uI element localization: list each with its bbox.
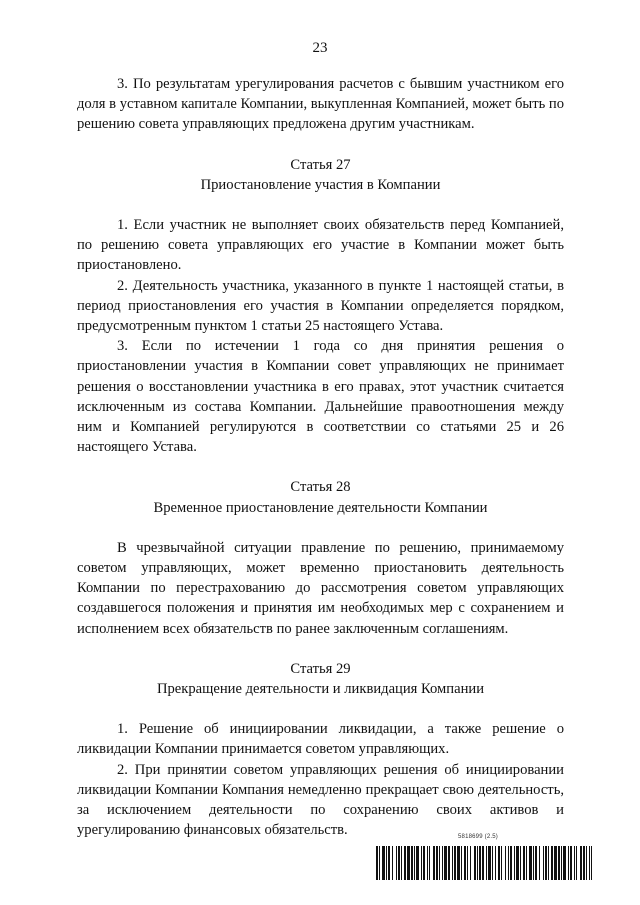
article-29-number: Статья 29 <box>290 660 351 677</box>
barcode-bar <box>411 846 413 880</box>
article-27-heading <box>77 155 564 195</box>
article-27-paragraph-2: 2. Деятельность участника, указанного в пункте 1 настоящей статьи, в период приостановления его участия в Компании определяется порядком, предусмотренным пунктом 1 статьи 25 настоящего Устава. <box>77 277 564 335</box>
barcode-bar <box>498 846 500 880</box>
barcode-bar <box>526 846 527 880</box>
page-number: 23 <box>312 40 328 56</box>
barcode-bar <box>376 846 378 880</box>
barcode-bar <box>523 846 525 880</box>
barcode-bar <box>474 846 476 880</box>
article-29-heading <box>77 659 564 699</box>
barcode-bar <box>535 846 537 880</box>
article-29-paragraph-2: 2. При принятии советом управляющих решения об инициировании ликвидации Компании Компания немедленно прекращает свою деятельность, за исключением деятельности по сохранению своих активов и урегулированию финансовых обязательств. <box>77 761 564 839</box>
barcode-bar <box>464 846 466 880</box>
barcode-bar <box>416 846 419 880</box>
barcode-bar <box>386 846 387 880</box>
barcode-bar <box>457 846 460 880</box>
barcode-bar <box>558 846 560 880</box>
barcode-bar <box>495 846 496 880</box>
barcode-caption: 5818699 (2.5) <box>458 834 498 840</box>
article-27-paragraph-1: 1. Если участник не выполняет своих обязательств перед Компанией, по решению совета управляющих его участие в Компании может быть приостановлено. <box>77 217 564 274</box>
article-29-body <box>77 719 564 840</box>
barcode-bar <box>444 846 447 880</box>
article-27-title: Приостановление участия в Компании <box>200 176 441 193</box>
barcode-bar <box>401 846 402 880</box>
barcode-bar <box>482 846 484 880</box>
barcode-bar <box>529 846 532 880</box>
barcode-bar <box>510 846 512 880</box>
barcode-bar <box>407 846 410 880</box>
article-28-body <box>77 538 564 639</box>
barcode-bar <box>514 846 515 880</box>
barcode-bar <box>404 846 406 880</box>
article-29-title: Прекращение деятельности и ликвидация Компании <box>156 681 485 698</box>
barcode-bar <box>580 846 582 880</box>
barcode-bar <box>516 846 519 880</box>
barcode-bar <box>570 846 572 880</box>
barcode-bar <box>398 846 400 880</box>
barcode-bar <box>591 846 592 880</box>
barcode-bar <box>461 846 462 880</box>
barcode-bar <box>554 846 557 880</box>
barcode-block <box>376 834 592 882</box>
barcode-bar <box>505 846 506 880</box>
document-body <box>77 74 564 841</box>
barcode-bar <box>543 846 544 880</box>
intro-paragraph: 3. По результатам урегулирования расчетов с бывшим участником его доля в уставном капитале Компании, выкупленная Компанией, может быть по решению совета управляющих предложена другим участникам. <box>77 76 564 133</box>
barcode-bar <box>423 846 425 880</box>
barcode-bar <box>392 846 393 880</box>
barcode-bar <box>548 846 549 880</box>
barcode-bar <box>421 846 422 880</box>
barcode-bar <box>589 846 590 880</box>
barcode-bar <box>545 846 547 880</box>
barcode-bar <box>533 846 534 880</box>
barcode-bar <box>467 846 468 880</box>
barcode-bar <box>583 846 585 880</box>
barcode-bar <box>492 846 493 880</box>
barcode-bar <box>563 846 566 880</box>
barcode-bar <box>388 846 390 880</box>
article-28-title: Временное приостановление деятельности Компании <box>153 499 488 516</box>
barcode-bar <box>382 846 385 880</box>
barcode-bar <box>539 846 540 880</box>
article-27-paragraph-3: 3. Если по истечении 1 года со дня принятия решения о приостановлении участия в Компании совет управляющих не принимает решения о восстановлении участника в его правах, этот участник считается исключенным из состава Компании. Дальнейшие правоотношения между ним и Компанией регулируются в соответствии со статьями 25 и 26 настоящего Устава. <box>77 338 564 456</box>
barcode-bar <box>454 846 456 880</box>
barcode-bar <box>488 846 491 880</box>
barcode-bar <box>479 846 481 880</box>
article-27-number: Статья 27 <box>290 156 351 173</box>
barcode-bar <box>429 846 430 880</box>
article-28-paragraph-1: В чрезвычайной ситуации правление по решению, принимаемому советом управляющих, может временно приостановить деятельность Компании по перестрахованию до рассмотрения советом управляющих создавшегося положения и принятия им необходимых мер с сохранением и исполнением всех обязательств по ранее заключенным соглашениям. <box>77 539 564 637</box>
article-27-body <box>77 215 564 457</box>
barcode-bar <box>442 846 443 880</box>
barcode-bar <box>448 846 450 880</box>
barcode-bar <box>477 846 478 880</box>
article-28-number: Статья 28 <box>290 479 351 496</box>
barcode-bar <box>436 846 438 880</box>
barcode-bar <box>379 846 380 880</box>
barcode-bar <box>586 846 587 880</box>
barcode-bar <box>501 846 502 880</box>
barcode-bar <box>427 846 428 880</box>
barcode-bar <box>551 846 553 880</box>
barcode-bar <box>508 846 509 880</box>
barcode-bar <box>414 846 415 880</box>
barcode-bar <box>576 846 577 880</box>
article-29-paragraph-1: 1. Решение об инициировании ликвидации, а также решение о ликвидации Компании принимается советом управляющих. <box>77 721 564 758</box>
barcode-bar <box>520 846 521 880</box>
barcode-bar <box>452 846 453 880</box>
barcode-bar <box>486 846 487 880</box>
article-28-heading <box>77 477 564 517</box>
barcode-bar <box>561 846 562 880</box>
barcode-bar <box>470 846 471 880</box>
barcode-bar <box>568 846 569 880</box>
barcode-bar <box>433 846 435 880</box>
barcode-bar <box>574 846 575 880</box>
barcode-bar <box>439 846 440 880</box>
barcode-image <box>376 846 592 880</box>
barcode-bar <box>396 846 397 880</box>
